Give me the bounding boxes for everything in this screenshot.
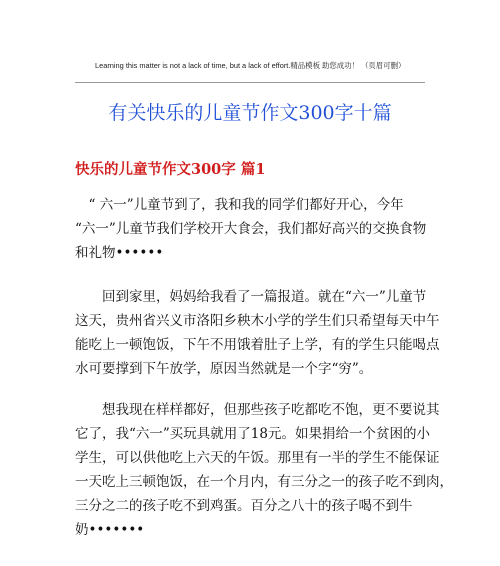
paragraph-line: 回到家里，妈妈给我看了一篇报道。就在“六一”儿童节 bbox=[75, 289, 427, 305]
header-divider bbox=[75, 82, 425, 83]
paragraph-line: 它了，我“六一”买玩具就用了18元。如果捐给一个贫困的小 bbox=[75, 426, 430, 442]
paragraph-line: 三分之二的孩子吃不到鸡蛋。百分之八十的孩子喝不到牛 bbox=[75, 498, 413, 514]
paragraph-1 bbox=[75, 193, 435, 265]
paragraph-line: 奶••••••• bbox=[75, 522, 145, 538]
paragraph-line: 和礼物•••••• bbox=[75, 245, 164, 261]
page-header-text: Learning this matter is not a lack of time, but a lack of effort.精品模板 助您成功！ （页眉可删） bbox=[95, 61, 406, 70]
paragraph-line: 想我现在样样都好，但那些孩子吃都吃不饱，更不要说其 bbox=[75, 402, 440, 418]
paragraph-line: “六一”儿童节我们学校开大食会，我们都好高兴的交换食物 bbox=[75, 221, 427, 237]
paragraph-2 bbox=[75, 285, 440, 381]
paragraph-line: 学生，可以供他吃上六天的午饭。那里有一半的学生不能保证 bbox=[75, 450, 440, 466]
paragraph-line: 这天，贵州省兴义市洛阳乡秧木小学的学生们只希望每天中午 bbox=[75, 313, 440, 329]
paragraph-line: 水可要撑到下午放学，原因当然就是一个字“穷”。 bbox=[75, 361, 373, 377]
paragraph-line: 能吃上一顿饱饭，下午不用饿着肚子上学，有的学生只能喝点 bbox=[75, 337, 440, 353]
paragraph-line: 一天吃上三顿饱饭，在一个月内，有三分之一的孩子吃不到肉， bbox=[75, 474, 453, 490]
document-title: 有关快乐的儿童节作文300字十篇 bbox=[108, 102, 392, 124]
paragraph-3 bbox=[75, 398, 453, 542]
section-heading: 快乐的儿童节作文300字 篇1 bbox=[75, 161, 266, 178]
paragraph-line: “ 六一”儿童节到了，我和我的同学们都好开心，今年 bbox=[75, 197, 404, 213]
